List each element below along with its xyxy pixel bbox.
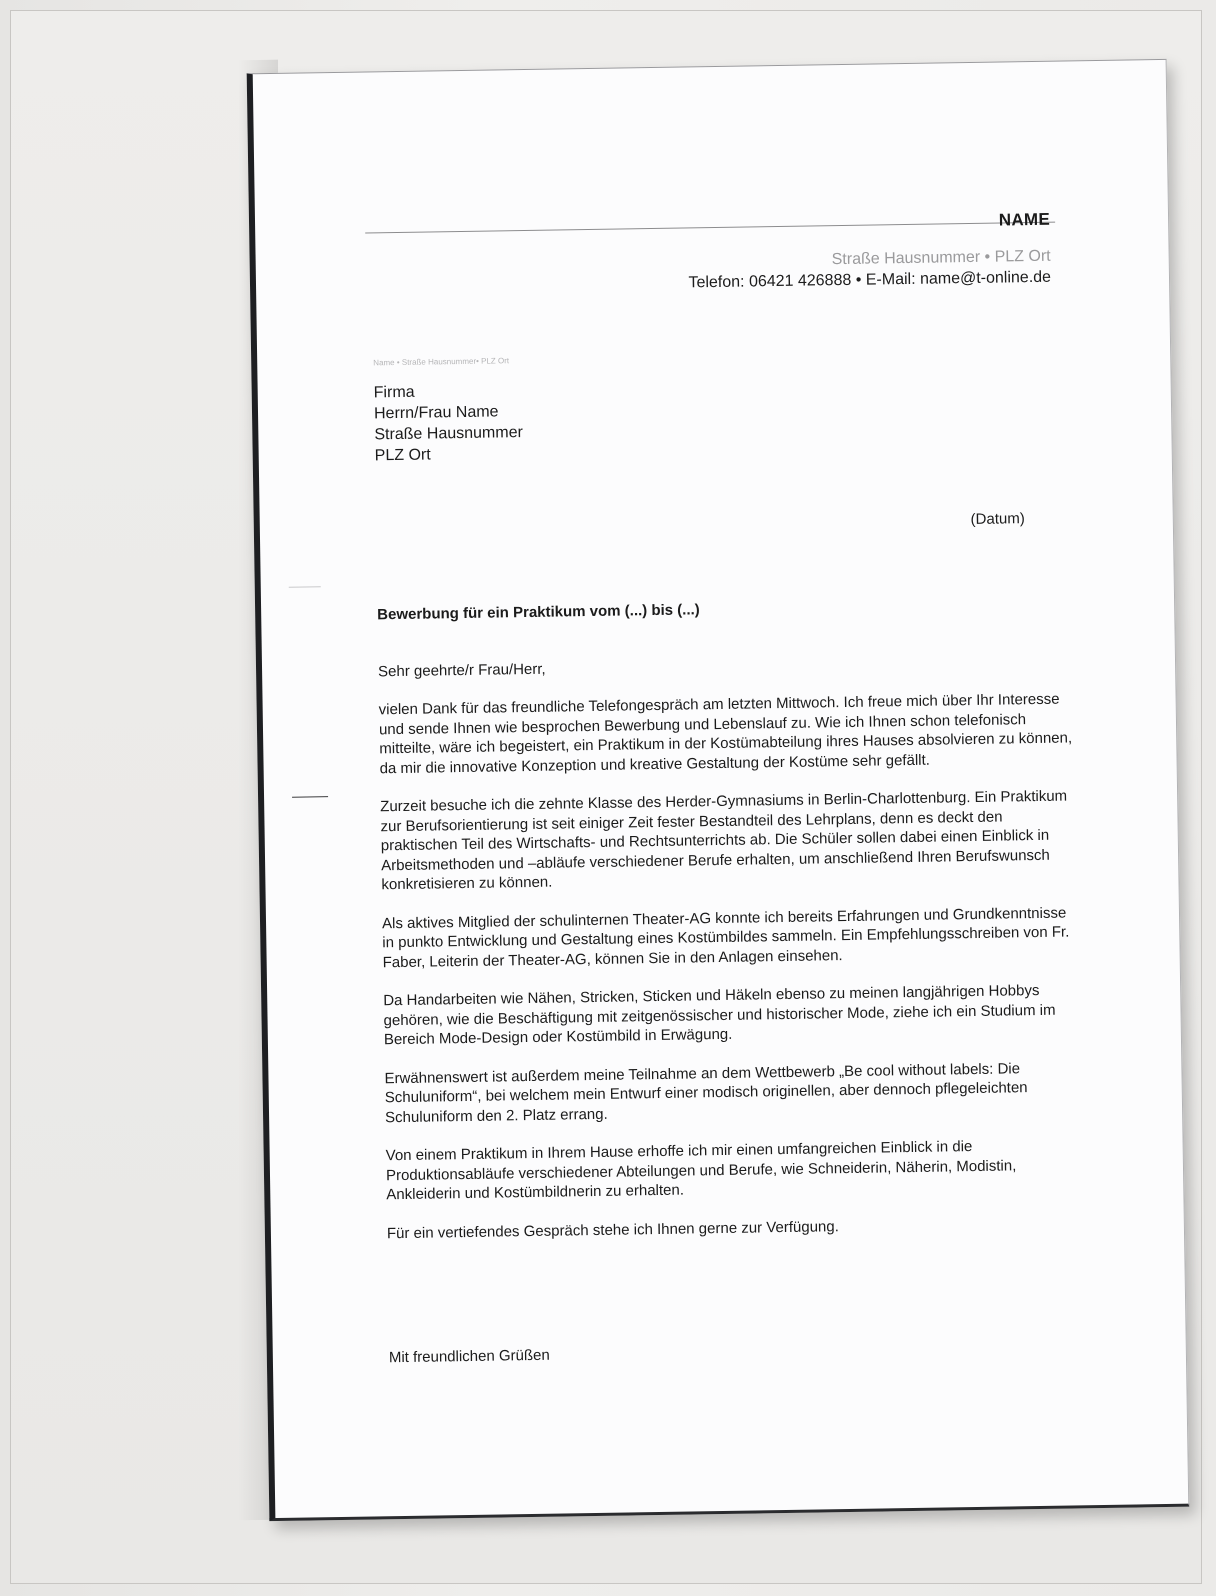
recipient-block	[374, 380, 524, 466]
body-paragraph: Als aktives Mitglied der schulinternen Theater-AG konnte ich bereits Erfahrungen und Grundkenntnisse in punkto Entwicklung und Gestaltung eines Kostümbildes sammeln. Ein Empfehlungsschreiben von Fr. Faber, Leiterin der Theater-AG, können Sie in den Anlagen einsehen.	[381, 904, 1070, 971]
body-paragraph: Von einem Praktikum in Ihrem Hause erhoffe ich mir einen umfangreichen Einblick in die Produktionsabläufe verschiedener Abteilungen und Berufe, wie Schneiderin, Näherin, Modistin, Ankleiderin und Kostümbildnerin zu erhalten.	[385, 1138, 1017, 1204]
fold-mark	[289, 586, 321, 588]
recipient-street: Straße Hausnummer	[374, 424, 523, 444]
recipient-company: Firma	[373, 383, 415, 402]
body-paragraph: vielen Dank für das freundliche Telefongespräch am letzten Mittwoch. Ich freue mich über Ihr Interesse und sende Ihnen wie besprochen Bewerbung und Lebenslauf zu. Wie ich Ihnen schon telefonisch mitteilte, wäre ich begeistert, ein Praktikum in der Kostümabteilung ihres Hauses absolvieren zu können, da mir die innovative Konzeption und kreative Gestaltung der Kostüme sehr gefällt.	[378, 690, 1073, 777]
sender-return-line: Name • Straße Hausnummer• PLZ Ort	[373, 356, 510, 368]
body-paragraph: Für ein vertiefendes Gespräch stehe ich Ihnen gerne zur Verfügung.	[386, 1217, 839, 1242]
body-paragraph: Da Handarbeiten wie Nähen, Stricken, Sticken und Häkeln ebenso zu meinen langjährigen Hobbys gehören, wie die Beschäftigung mit zeitgenössischer und historischer Mode, ziehe ich ein Studium im Bereich Mode-Design oder Kostümbild in Erwägung.	[383, 981, 1056, 1049]
recipient-person: Herrn/Frau Name	[373, 403, 499, 423]
letter-body	[379, 689, 1088, 1262]
letter-closing: Mit freundlichen Grüßen	[388, 1346, 550, 1367]
letterhead-contact: Telefon: 06421 426888 • E-Mail: name@t-online.de	[688, 268, 1052, 292]
letterhead-address: Straße Hausnummer • PLZ Ort	[831, 247, 1051, 269]
letter-page	[247, 59, 1190, 1521]
letterhead-name: NAME	[998, 209, 1051, 230]
punch-mark	[292, 796, 328, 798]
header-rule	[365, 222, 1055, 234]
body-paragraph: Zurzeit besuche ich die zehnte Klasse des Herder-Gymnasiums in Berlin-Charlottenburg. Ein Praktikum zur Berufsorientierung ist seit einiger Zeit fester Bestandteil des Lehrplans, denn es deckt den praktischen Teil des Wirtschafts- und Rechtsunterrichts ab. Die Schüler sollen dabei einen Einblick in Arbeitsmethoden und –abläufe verschiedener Berufe erhalten, um anschließend Ihren Berufswunsch konkretisieren zu können.	[380, 787, 1068, 894]
letter-salutation: Sehr geehrte/r Frau/Herr,	[377, 660, 546, 681]
body-paragraph: Erwähnenswert ist außerdem meine Teilnahme an dem Wettbewerb „Be cool without labels: Die Schuluniform“, bei welchem mein Entwurf einer modisch originellen, aber dennoch pflegeleichten Schuluniform den 2. Platz errang.	[384, 1059, 1028, 1126]
letter-date: (Datum)	[970, 510, 1025, 528]
recipient-city: PLZ Ort	[374, 446, 431, 465]
letter-subject: Bewerbung für ein Praktikum vom (...) bis (...)	[377, 601, 700, 624]
